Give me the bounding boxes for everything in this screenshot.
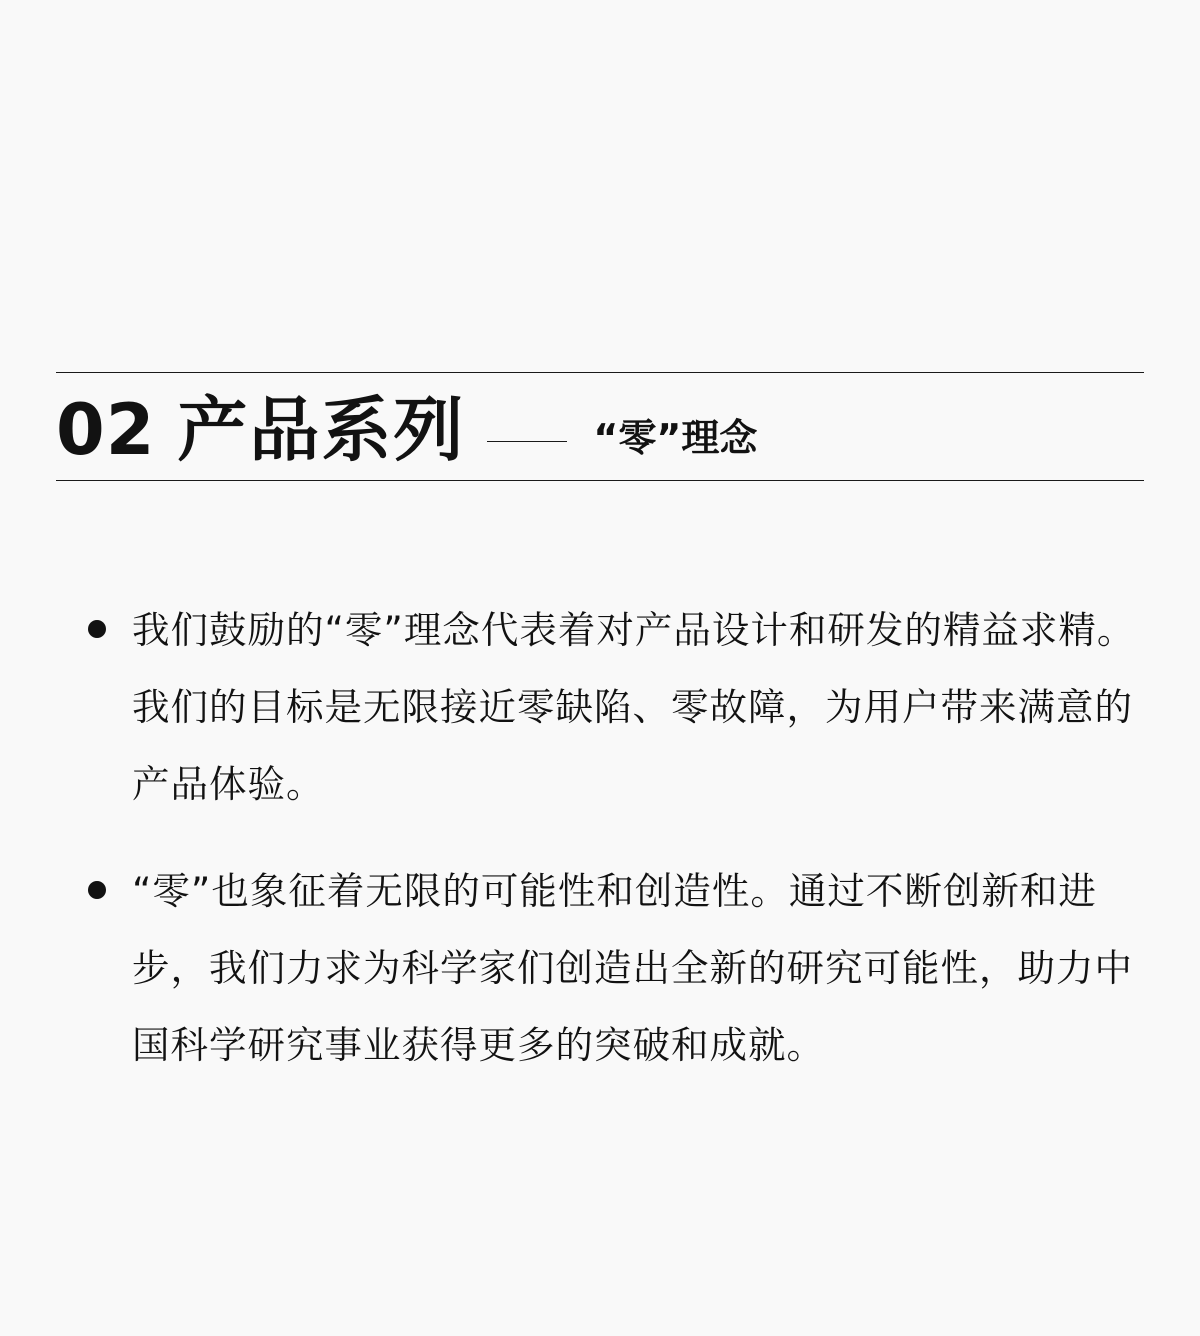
bullet-dot-icon bbox=[88, 881, 106, 899]
section-number: 02 bbox=[56, 389, 156, 471]
bottom-divider bbox=[56, 480, 1144, 481]
list-item bbox=[0, 853, 1142, 1084]
bullet-dot-icon bbox=[88, 620, 106, 638]
section-title: 产品系列 bbox=[177, 389, 466, 471]
bullet-text: 我们鼓励的“零”理念代表着对产品设计和研发的精益求精。我们的目标是无限接近零缺陷、零故障，为用户带来满意的产品体验。 bbox=[132, 608, 1136, 806]
heading-dash bbox=[487, 441, 567, 442]
bullet-list bbox=[0, 592, 1200, 1084]
list-item bbox=[0, 592, 1142, 823]
section-subtitle: “零”理念 bbox=[593, 416, 758, 460]
top-divider bbox=[56, 372, 1144, 373]
bullet-text: “零”也象征着无限的可能性和创造性。通过不断创新和进步，我们力求为科学家们创造出全新的研究可能性，助力中国科学研究事业获得更多的突破和成就。 bbox=[132, 869, 1133, 1067]
section-heading bbox=[56, 385, 1144, 475]
